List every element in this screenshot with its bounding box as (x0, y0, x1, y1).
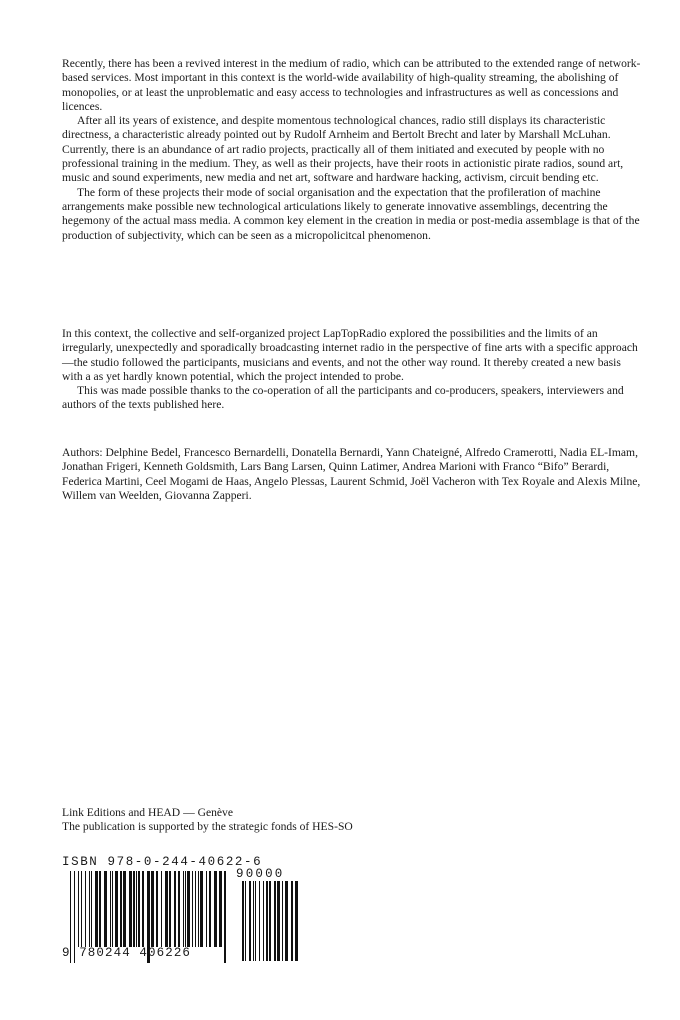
ean-bar (112, 871, 113, 947)
ean-bar (123, 871, 126, 947)
addon-bar (285, 881, 288, 961)
ean-bar (209, 871, 211, 947)
ean-bar (129, 871, 132, 947)
ean-bar (165, 871, 168, 947)
ean-bar (138, 871, 140, 947)
addon-digits: 90000 (236, 867, 285, 881)
ean-bar (183, 871, 184, 947)
addon-bar (242, 881, 244, 961)
addon-bar (282, 881, 283, 961)
addon-bar (245, 881, 246, 961)
intro-paragraph-3: The form of these projects their mode of social organisation and the expectation that the profileration of machine arrangements make possible new technological articulations likely to generate innovative assemblings, decentring the hegemony of the actual mass media. A common key element in the creation in media or post-media assemblage is that of the production of subjectivity, which can be seen as a micropolicitcal phenomenon. (62, 185, 640, 242)
addon-bar (269, 881, 271, 961)
ean-bar (161, 871, 162, 947)
ean-bar (185, 871, 186, 947)
ean-bar (195, 871, 196, 947)
ean-bar (104, 871, 107, 947)
ean-bar (133, 871, 135, 947)
addon-bar (266, 881, 268, 961)
ean-digits: 9 780244 406226 (62, 946, 192, 960)
ean-bar (142, 871, 144, 947)
ean-bar (81, 871, 82, 947)
isbn-label: ISBN 978-0-244-40622-6 (62, 855, 263, 869)
ean-bar (136, 871, 137, 947)
ean-bar (99, 871, 101, 947)
ean-bar (89, 871, 90, 947)
ean-bar (198, 871, 199, 947)
ean-bar (214, 871, 217, 947)
addon-bar (255, 881, 256, 961)
ean-bar (151, 871, 154, 947)
ean-bar (110, 871, 111, 947)
addon-bar (277, 881, 280, 961)
ean-bar (206, 871, 207, 947)
addon-bar (291, 881, 293, 961)
addon-bar (249, 881, 251, 961)
ean-bar (85, 871, 86, 947)
publisher-line: Link Editions and HEAD — Genève (62, 806, 233, 819)
intro-paragraph-1: Recently, there has been a revived interest in the medium of radio, which can be attributed to the extended range of network-based services. Most important in this context is the world-wide availability of high-quality streaming, the abolishing of monopolies, or at least the unproblematic and easy access to technologies and infrastructures as well as concessions and licences. (62, 57, 641, 113)
project-paragraph-1: In this context, the collective and self-organized project LapTopRadio explored the possibilities and the limits of an irregularly, unexpectedly and sporadically broadcasting internet radio in the perspective of fine arts with a specific approach—the studio followed the participants, musicians and events, and not the other way round. It thereby created a new basis with a as yet hardly known potential, which the project intended to probe. (62, 327, 638, 383)
addon-barcode (234, 881, 304, 961)
ean-bar (200, 871, 203, 947)
ean-bar (192, 871, 193, 947)
project-paragraph-2: This was made possible thanks to the co-operation of all the participants and co-producers, speakers, interviewers and authors of the texts published here. (62, 384, 624, 412)
support-line: The publication is supported by the strategic fonds of HES-SO (62, 820, 353, 834)
ean-bar (178, 871, 180, 947)
addon-bar (295, 881, 298, 961)
publisher-section (62, 806, 642, 835)
addon-bar (263, 881, 264, 961)
intro-section (62, 57, 642, 243)
ean-bar (120, 871, 122, 947)
ean-bar (78, 871, 79, 947)
ean-bar (187, 871, 190, 947)
authors-list: Authors: Delphine Bedel, Francesco Bernardelli, Donatella Bernardi, Yann Chateigné, Alfredo Cramerotti, Nadia EL-Imam, Jonathan Frigeri, Kenneth Goldsmith, Lars Bang Larsen, Quinn Latimer, Andrea Marioni with Franco “Bifo” Berardi, Federica Martini, Ceel Mogami de Haas, Angelo Plessas, Laurent Schmid, Joël Vacheron with Tex Royale and Alexis Milne, Willem van Weelden, Giovanna Zapperi. (62, 446, 641, 502)
intro-paragraph-2: After all its years of existence, and despite momentous technological chances, radio still displays its characteristic directness, a characteristic already pointed out by Rudolf Arnheim and Bertolt Brecht and later by Marshall McLuhan. Currently, there is an abundance of art radio projects, practically all of them initiated and executed by people with no professional training in the medium. They, as well as their projects, have their roots in actionistic pirate radios, sound art, music and sound experiments, new media and net art, software and hardware hacking, activism, circuit bending etc. (62, 114, 624, 185)
ean-bar (224, 871, 226, 963)
ean-bar (156, 871, 158, 947)
project-section (62, 327, 642, 413)
ean-bar (174, 871, 176, 947)
addon-bar (274, 881, 276, 961)
ean-bar (219, 871, 222, 947)
addon-bar (253, 881, 254, 961)
ean-bar (169, 871, 171, 947)
ean-bar (91, 871, 92, 947)
addon-bar (259, 881, 260, 961)
ean-bar (95, 871, 98, 947)
ean-bar (115, 871, 118, 947)
authors-section (62, 446, 642, 503)
